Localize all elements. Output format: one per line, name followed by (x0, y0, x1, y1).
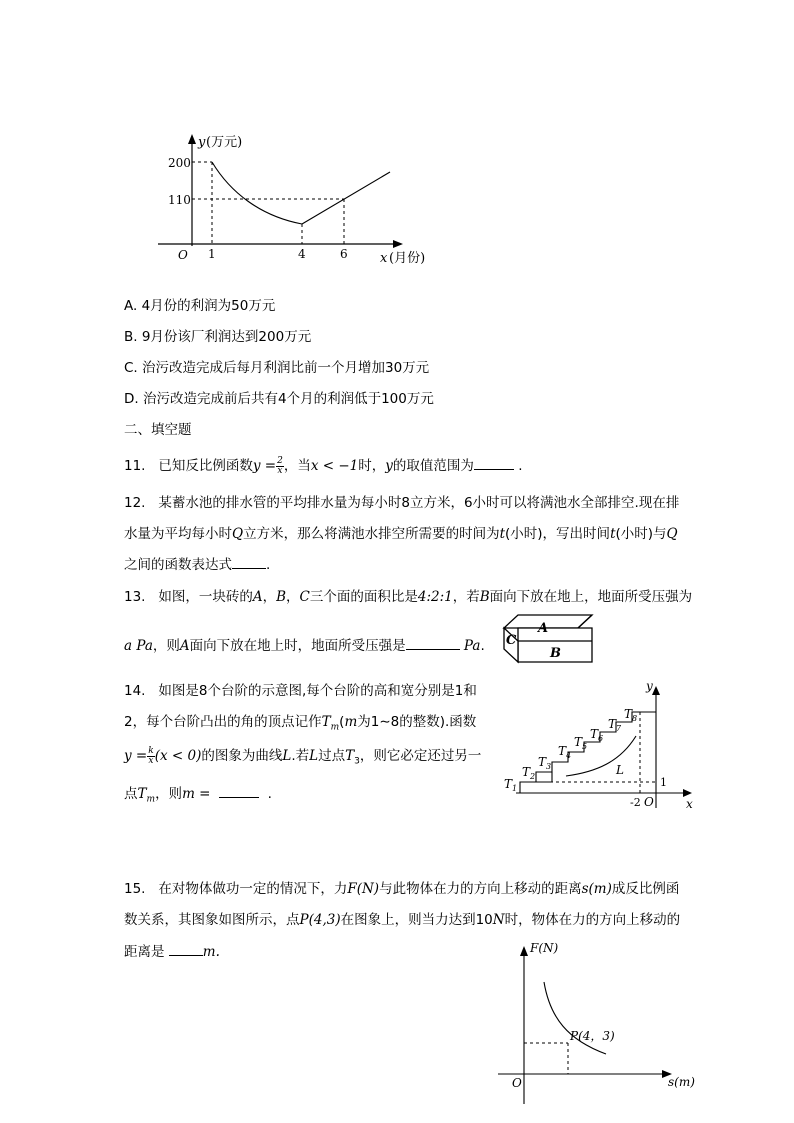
q14-l2c: 为1∼8的整数).函数 (357, 714, 477, 730)
q12-l2c: (小时)，写出时间 (505, 526, 611, 542)
y-tick-110: 110 (168, 193, 191, 207)
point-T7 (608, 717, 622, 733)
q14-t3: T (345, 748, 355, 764)
q12-t-var-2: t (610, 526, 616, 542)
stairs-graph (496, 676, 702, 814)
q15-l2a: 数关系，其图象如图所示，点 (124, 912, 300, 928)
option-d: D. 治污改造完成前后共有4个月的利润低于100万元 (124, 391, 434, 407)
point-T5 (574, 735, 587, 751)
q15-l2b: 在图象上，则当力达到10 (340, 912, 493, 928)
q13-l2e: . (480, 638, 485, 654)
question-14-line3 (124, 744, 481, 767)
q14-tm-sub-2: m (146, 794, 156, 805)
sub-T6: 6 (598, 734, 604, 743)
q13-ratio: 4:2:1 (417, 589, 453, 605)
sub-T7: 7 (616, 724, 622, 733)
q15-fN: F(N) (347, 881, 380, 897)
q14-number: 14. (124, 683, 146, 699)
q14-l3d: ，则它必定还过另一 (359, 748, 482, 764)
point-T4 (558, 744, 571, 760)
point-T3 (538, 755, 551, 771)
q11-text2: ，当 (283, 458, 311, 474)
q13-answer-blank[interactable] (406, 637, 460, 650)
q11-condition: x < −1 (310, 458, 359, 474)
option-a: A. 4月份的利润为50万元 (124, 298, 276, 314)
q15-sm: s(m) (581, 881, 612, 897)
label-T7: T (608, 717, 617, 731)
q12-l2d: (小时)与 (615, 526, 667, 542)
q12-answer-blank[interactable] (232, 556, 266, 569)
label-one: 1 (660, 776, 667, 789)
sub-T5: 5 (582, 742, 588, 751)
q12-l2b: 立方米，那么将满池水排空所需要的时间为 (243, 526, 500, 542)
y-axis-arrow (188, 134, 196, 144)
q13-l1d: 面向下放在地上，地面所受压强为 (489, 589, 693, 605)
stairs-outline (520, 712, 656, 793)
q11-number: 11. (124, 458, 146, 474)
sub-T2: 2 (530, 772, 536, 781)
question-13-line2 (124, 634, 485, 654)
brick-label-b: B (550, 646, 561, 661)
q13-number: 13. (124, 589, 146, 605)
section-title: 二、填空题 (124, 422, 192, 438)
x-label-var: x (380, 251, 388, 266)
question-12-line2 (124, 522, 678, 542)
q14-m-var: m (344, 714, 358, 730)
q14-l2b: ( (339, 714, 345, 730)
q11-text4: 的取值范围为 (392, 458, 474, 474)
label-T8: T (624, 707, 633, 721)
question-11 (124, 454, 522, 476)
q11-func-var: y = (252, 458, 277, 474)
label-T3: T (538, 755, 547, 769)
q12-l2a: 水量为平均每小时 (124, 526, 232, 542)
q14-line1: 如图是8个台阶的示意图,每个台阶的高和宽分别是1和 (158, 683, 477, 699)
q12-l3b: . (266, 557, 271, 573)
q15-l1a: 在对物体做功一定的情况下，力 (158, 881, 348, 897)
brick-figure (500, 612, 600, 668)
x-label-unit: (月份) (389, 251, 426, 266)
point-T6 (590, 727, 603, 743)
q13-l1b: 三个面的面积比是 (309, 589, 418, 605)
stairs-y-arrow (652, 686, 660, 695)
q13-l1a: 如图，一块砖的 (158, 589, 253, 605)
point-T8 (624, 707, 637, 723)
force-point-label: P(4，3) (570, 1029, 615, 1043)
q11-answer-blank[interactable] (474, 457, 514, 470)
q14-l2a: 2，每个台阶凸出的角的顶点记作 (124, 714, 322, 730)
q14-L: L (282, 748, 292, 764)
q13-c2: ， (286, 589, 300, 605)
y-label-unit: (万元) (206, 135, 243, 150)
q13-c: C (299, 589, 310, 605)
brick-label-a: A (538, 621, 549, 636)
q14-m-eq: m = (182, 786, 211, 802)
q15-m: m. (202, 944, 220, 960)
profit-graph (150, 128, 440, 273)
option-b: B. 9月份该厂利润达到200万元 (124, 329, 312, 345)
q14-tm-2: T (137, 786, 147, 802)
q11-text3: 时， (358, 458, 386, 474)
q14-l3a: 的图象为曲线 (201, 748, 283, 764)
label-neg2: -2 (630, 796, 641, 809)
q13-c1: ， (262, 589, 277, 605)
q15-answer-blank[interactable] (169, 943, 203, 956)
q12-number: 12. (124, 495, 146, 511)
y-tick-200: 200 (168, 156, 191, 170)
q12-line1: 某蓄水池的排水管的平均排水量为每小时8立方米，6小时可以将满池水全部排空.现在排 (158, 495, 680, 511)
q15-l2c: 时，物体在力的方向上移动的 (504, 912, 681, 928)
q13-b: B (276, 589, 287, 605)
label-T4: T (558, 744, 567, 758)
origin-label: O (178, 248, 188, 262)
q14-func-y: y = (124, 748, 148, 764)
q14-answer-blank[interactable] (219, 785, 259, 798)
q14-frac-x: x (148, 755, 154, 766)
label-T2: T (522, 765, 531, 779)
q15-point: P(4,3) (299, 912, 341, 928)
x-tick-1: 1 (208, 247, 216, 261)
q14-l4b: ，则 (155, 786, 183, 802)
sub-T1: 1 (512, 784, 518, 793)
q15-l1b: 与此物体在力的方向上移动的距离 (379, 881, 582, 897)
label-origin: O (644, 795, 654, 809)
label-T1: T (504, 777, 513, 791)
stairs-right (536, 772, 552, 782)
question-15-line3 (124, 940, 220, 960)
question-15-line2 (124, 908, 680, 928)
q12-q-var: Q (232, 526, 244, 542)
q14-func-cond: (x < 0) (154, 748, 202, 764)
question-14-line1 (124, 679, 477, 699)
x-tick-4: 4 (298, 247, 306, 261)
force-y-label: F(N) (530, 941, 559, 955)
q12-t-var: t (499, 526, 506, 542)
question-14-line2 (124, 710, 476, 733)
label-T5: T (574, 735, 583, 749)
q14-l3c: 过点 (318, 748, 346, 764)
q13-b-2: B (479, 589, 490, 605)
q14-frac-k: k (148, 745, 154, 756)
q14-t3-sub: 3 (354, 756, 360, 767)
q11-fraction (276, 457, 284, 476)
q13-unit: Pa (463, 638, 481, 654)
sub-T4: 4 (566, 751, 572, 760)
sub-T8: 8 (632, 714, 638, 723)
q14-tm-sub: m (330, 722, 340, 733)
point-T1 (504, 777, 517, 793)
stairs-x-arrow (683, 789, 692, 797)
x-tick-6: 6 (340, 247, 348, 261)
label-y: y (646, 679, 653, 693)
point-T2 (522, 765, 535, 781)
label-curve-L: L (616, 763, 624, 777)
x-axis-arrow (393, 240, 403, 248)
force-x-label: s(m) (668, 1075, 695, 1089)
option-c: C. 治污改造完成后每月利润比前一个月增加30万元 (124, 360, 430, 376)
q14-tm: T (321, 714, 331, 730)
q11-text5: . (518, 458, 523, 474)
q12-l3a: 之间的函数表达式 (124, 557, 232, 573)
q15-number: 15. (124, 881, 146, 897)
q15-l1c: 成反比例函 (611, 881, 680, 897)
question-15-line1 (124, 877, 679, 897)
q11-frac-num: 2 (277, 455, 283, 466)
q14-fraction (147, 747, 154, 766)
q11-y-var: y (385, 458, 393, 474)
q11-text1: 已知反比例函数 (158, 458, 253, 474)
q15-l3a: 距离是 (124, 944, 165, 960)
label-x: x (686, 797, 693, 811)
q12-q-var-2: Q (666, 526, 678, 542)
force-y-arrow (520, 946, 528, 956)
force-graph (494, 938, 704, 1108)
question-14-line4 (124, 782, 272, 805)
y-label-var: y (198, 135, 206, 150)
force-origin: O (512, 1076, 522, 1090)
q14-l4c: . (267, 786, 272, 802)
q13-l2c: 面向下放在地上时，地面所受压强是 (189, 638, 406, 654)
profit-line (302, 172, 390, 224)
profit-curve (212, 162, 302, 224)
question-12-line1 (124, 491, 679, 511)
q15-N: N (492, 912, 505, 928)
q13-l1c: ，若 (452, 589, 480, 605)
q13-pressure: a Pa (124, 638, 153, 654)
q14-L-2: L (309, 748, 319, 764)
sub-T3: 3 (546, 762, 552, 771)
q14-l4a: 点 (124, 786, 138, 802)
q11-frac-den: x (277, 465, 283, 476)
question-12-line3 (124, 553, 270, 573)
force-curve (544, 982, 606, 1054)
label-T6: T (590, 727, 599, 741)
brick-label-c: C (506, 633, 517, 648)
q13-a: A (252, 589, 263, 605)
q14-l3b: .若 (291, 748, 310, 764)
question-13-line1 (124, 585, 692, 605)
q13-l2b: ，则 (152, 638, 180, 654)
q13-a-2: A (179, 638, 190, 654)
